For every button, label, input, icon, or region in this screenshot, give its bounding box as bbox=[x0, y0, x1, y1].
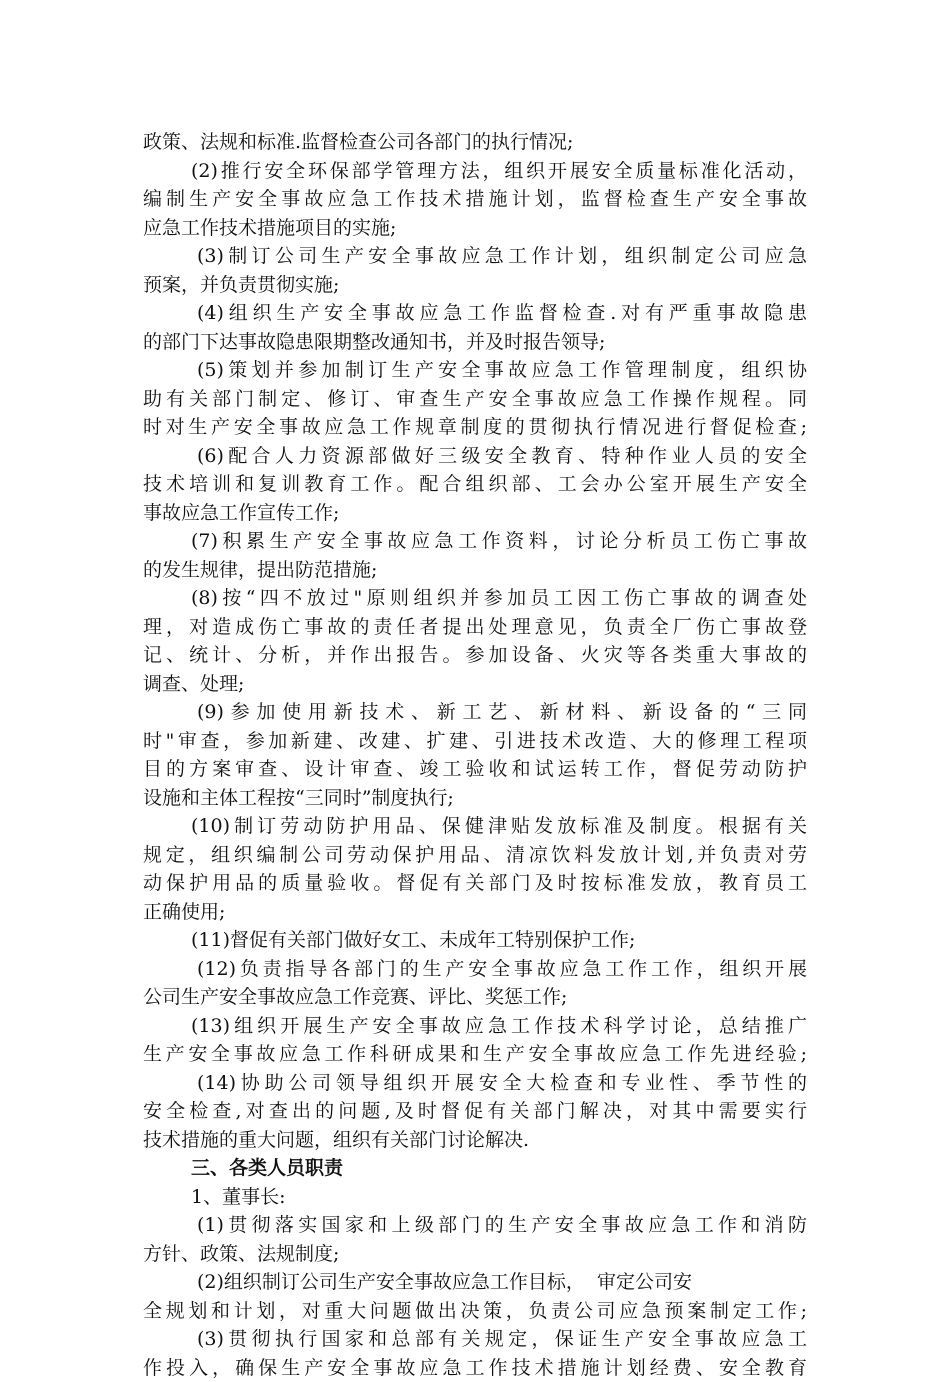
text-line: 动保护用品的质量验收。督促有关部门及时按标准发放，教育员工 bbox=[143, 869, 807, 898]
text-line: 安全检查,对查出的问题,及时督促有关部门解决，对其中需要实行 bbox=[143, 1097, 807, 1126]
text-line: 理，对造成伤亡事故的责任者提出处理意见，负责全厂伤亡事故登 bbox=[143, 613, 807, 642]
text-line: 方针、政策、法规制度; bbox=[143, 1240, 807, 1269]
document-body bbox=[143, 128, 807, 1382]
text-line: (9)参加使用新技术、新工艺、新材料、新设备的“三同 bbox=[143, 698, 807, 727]
text-line: 的发生规律，提出防范措施; bbox=[143, 556, 807, 585]
text-line: 时"审查，参加新建、改建、扩建、引进技术改造、大的修理工程项 bbox=[143, 727, 807, 756]
section-heading: 三、各类人员职责 bbox=[143, 1154, 807, 1183]
text-line: 公司生产安全事故应急工作竞赛、评比、奖惩工作; bbox=[143, 983, 807, 1012]
text-line: (3)贯彻执行国家和总部有关规定，保证生产安全事故应急工 bbox=[143, 1325, 807, 1354]
text-line: 的部门下达事故隐患限期整改通知书，并及时报告领导; bbox=[143, 328, 807, 357]
text-line: (7)积累生产安全事故应急工作资料，讨论分析员工伤亡事故 bbox=[143, 527, 807, 556]
text-line: (4)组织生产安全事故应急工作监督检查.对有严重事故隐患 bbox=[143, 299, 807, 328]
text-line: 全规划和计划，对重大问题做出决策，负责公司应急预案制定工作; bbox=[143, 1297, 807, 1326]
text-line: (2)组织制订公司生产安全事故应急工作目标， 审定公司安 bbox=[143, 1268, 807, 1297]
text-line: 时对生产安全事故应急工作规章制度的贯彻执行情况进行督促检查; bbox=[143, 413, 807, 442]
subsection-heading: 1、董事长: bbox=[143, 1183, 807, 1212]
text-line: (3)制订公司生产安全事故应急工作计划，组织制定公司应急 bbox=[143, 242, 807, 271]
text-line: (10)制订劳动防护用品、保健津贴发放标准及制度。根据有关 bbox=[143, 812, 807, 841]
text-line: 预案，并负责贯彻实施; bbox=[143, 271, 807, 300]
text-line: 作投入，确保生产安全事故应急工作技术措施计划经费、安全教育 bbox=[143, 1354, 807, 1382]
text-line: (13)组织开展生产安全事故应急工作技术科学讨论，总结推广 bbox=[143, 1012, 807, 1041]
text-line: (8)按“四不放过"原则组织并参加员工因工伤亡事故的调查处 bbox=[143, 584, 807, 613]
text-line: 编制生产安全事故应急工作技术措施计划，监督检查生产安全事故 bbox=[143, 185, 807, 214]
text-line: 设施和主体工程按“三同时”制度执行; bbox=[143, 784, 807, 813]
text-line: 规定，组织编制公司劳动保护用品、清凉饮料发放计划,并负责对劳 bbox=[143, 841, 807, 870]
text-line: 目的方案审查、设计审查、竣工验收和试运转工作，督促劳动防护 bbox=[143, 755, 807, 784]
text-line: (1)贯彻落实国家和上级部门的生产安全事故应急工作和消防 bbox=[143, 1211, 807, 1240]
text-line: 记、统计、分析，并作出报告。参加设备、火灾等各类重大事故的 bbox=[143, 641, 807, 670]
text-line: 调查、处理; bbox=[143, 670, 807, 699]
text-line: 政策、法规和标准.监督检查公司各部门的执行情况; bbox=[143, 128, 807, 157]
text-line: 助有关部门制定、修订、审查生产安全事故应急工作操作规程。同 bbox=[143, 385, 807, 414]
text-line: (2)推行安全环保部学管理方法，组织开展安全质量标准化活动， bbox=[143, 157, 807, 186]
text-line: 生产安全事故应急工作科研成果和生产安全事故应急工作先进经验; bbox=[143, 1040, 807, 1069]
text-line: (6)配合人力资源部做好三级安全教育、特种作业人员的安全 bbox=[143, 442, 807, 471]
text-line: (5)策划并参加制订生产安全事故应急工作管理制度，组织协 bbox=[143, 356, 807, 385]
text-line: 应急工作技术措施项目的实施; bbox=[143, 214, 807, 243]
text-line: (14)协助公司领导组织开展安全大检查和专业性、季节性的 bbox=[143, 1069, 807, 1098]
text-line: 事故应急工作宣传工作; bbox=[143, 499, 807, 528]
text-line: 技术培训和复训教育工作。配合组织部、工会办公室开展生产安全 bbox=[143, 470, 807, 499]
text-line: 技术措施的重大问题，组织有关部门讨论解决. bbox=[143, 1126, 807, 1155]
text-line: 正确使用; bbox=[143, 898, 807, 927]
text-line: (12)负责指导各部门的生产安全事故应急工作工作，组织开展 bbox=[143, 955, 807, 984]
text-line: (11)督促有关部门做好女工、未成年工特别保护工作; bbox=[143, 926, 807, 955]
